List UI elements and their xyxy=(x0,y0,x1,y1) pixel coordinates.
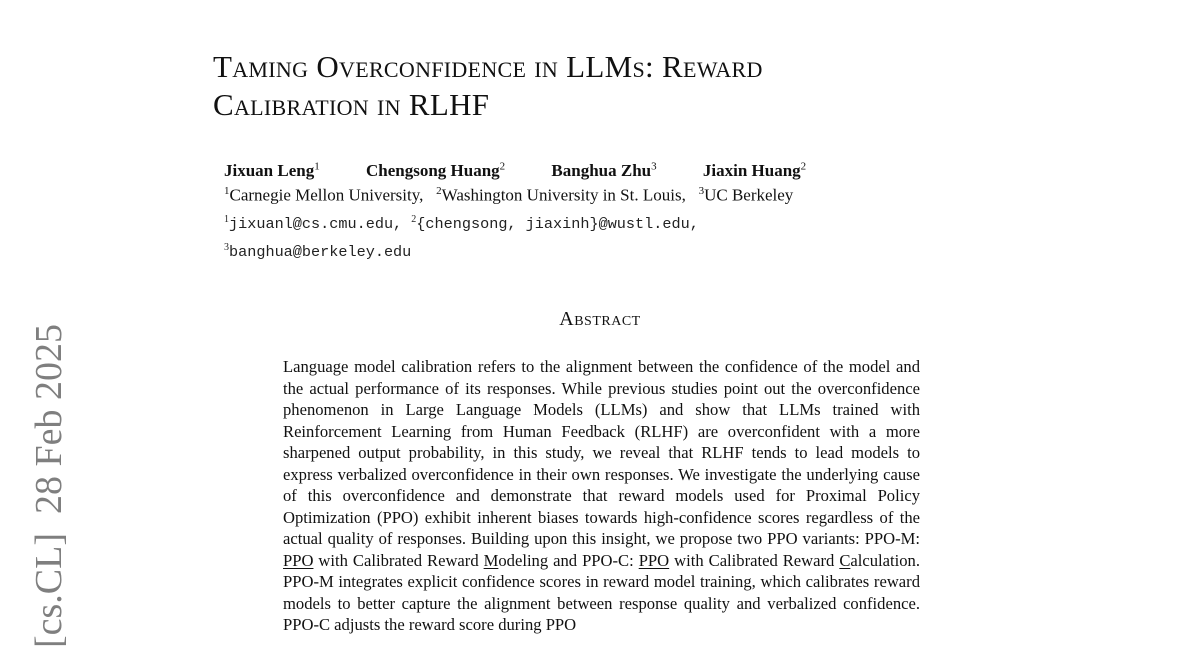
abstract-underlined: M xyxy=(483,550,499,570)
abstract-text: with Calibrated Reward xyxy=(313,550,484,570)
email-mark: 1 xyxy=(224,214,229,225)
author xyxy=(703,161,806,180)
author-name: Jiaxin Huang xyxy=(702,160,801,180)
author xyxy=(551,161,656,180)
author-affil-mark: 1 xyxy=(314,160,320,172)
author-name: Chengsong Huang xyxy=(365,160,500,180)
abstract-text: Language model calibration refers to the alignment between the confidence of the model and the actual performance of its responses. While previous studies point out the overconfidence phenomenon in Large Language Models (LLMs) and show that LLMs trained with Reinforcement Learning from Human Feedback (RLHF) are overconfident with a more sharpened output probability, in this study, we reveal that RLHF tends to lead models to express verbalized overconfidence in their own responses. We investigate the underlying cause of this overconfidence and demonstrate that reward models used for Proximal Policy Optimization (PPO) exhibit inherent biases towards high-confidence scores regardless of the actual quality of responses. Building upon this insight, we propose two PPO variants: PPO-M: xyxy=(283,357,920,548)
author xyxy=(224,161,320,180)
email-mark: 2 xyxy=(411,214,417,225)
abstract-text: with Calibrated Reward xyxy=(669,550,840,570)
title-line-1: Taming Overconfidence in LLMs: Reward xyxy=(213,49,763,84)
arxiv-date: 28 Feb 2025 xyxy=(28,323,70,514)
affiliation: UC Berkeley xyxy=(704,185,794,205)
affil-mark: 2 xyxy=(436,185,442,197)
abstract-body xyxy=(283,356,920,636)
title-line-2: Calibration in RLHF xyxy=(213,87,490,122)
abstract-text: odeling and PPO-C: xyxy=(498,550,639,570)
arxiv-category: [cs.CL] xyxy=(28,532,70,648)
arxiv-stamp xyxy=(27,324,71,648)
email-address: jixuanl@cs.cmu.edu, xyxy=(229,215,403,234)
author-affil-mark: 3 xyxy=(651,160,657,172)
author-list xyxy=(224,160,848,181)
affiliation: Carnegie Mellon University, xyxy=(229,185,424,205)
email-address: {chengsong, jiaxinh}@wustl.edu, xyxy=(416,215,699,234)
abstract-text: alculation. PPO-M integrates explicit confidence scores in reward model training, which calibrates reward models to better capture the alignment between response quality and verbalized confidence. PPO-C adjusts the reward score during PPO xyxy=(283,550,920,634)
abstract-heading: Abstract xyxy=(559,308,641,330)
abstract-underlined: C xyxy=(839,550,851,570)
author-affil-mark: 2 xyxy=(800,160,807,172)
author xyxy=(366,161,505,180)
abstract-underlined: PPO xyxy=(283,550,314,570)
affiliation-list xyxy=(224,185,793,206)
author-name: Jixuan Leng xyxy=(224,160,315,180)
affiliation: Washington University in St. Louis, xyxy=(441,185,686,205)
paper-title xyxy=(213,48,973,124)
author-name: Banghua Zhu xyxy=(551,160,652,180)
affil-mark: 3 xyxy=(698,185,705,197)
affil-mark: 1 xyxy=(224,185,230,197)
email-mark: 3 xyxy=(224,242,229,254)
email-address: banghua@berkeley.edu xyxy=(229,243,412,262)
email-list xyxy=(224,208,699,264)
abstract-underlined: PPO xyxy=(638,550,670,570)
author-affil-mark: 2 xyxy=(499,160,506,172)
